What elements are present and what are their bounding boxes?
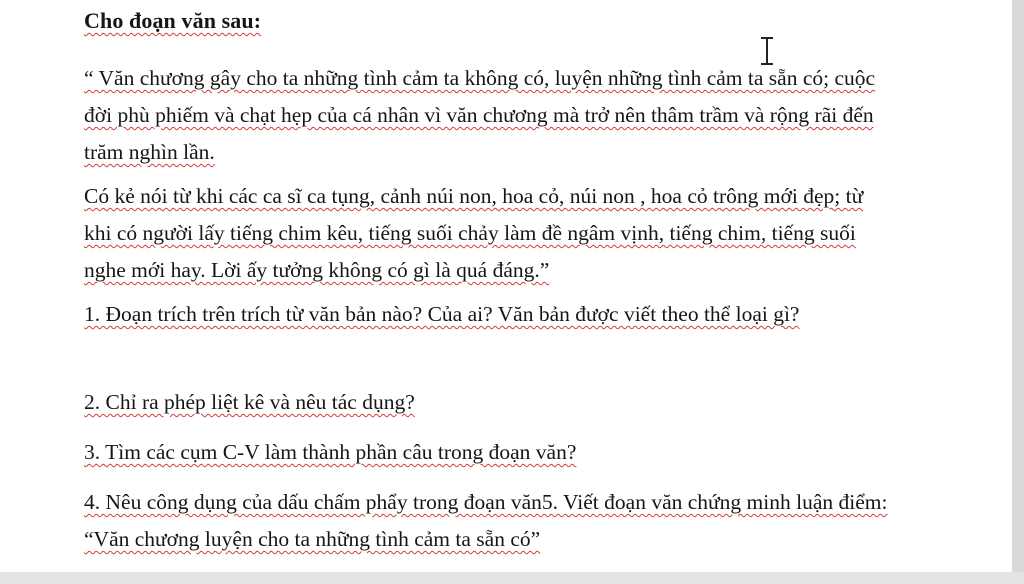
document-heading: Cho đoạn văn sau:	[84, 8, 262, 33]
question-3: 3. Tìm các cụm C-V làm thành phần câu trong đoạn văn?	[84, 440, 577, 464]
question-4: 4. Nêu công dụng của dấu chấm phẩy trong đoạn văn5. Viết đoạn văn chứng minh luận điểm: “Văn chương luyện cho ta những tình cảm ta sẵn có”	[84, 490, 888, 551]
text-cursor-ibeam-icon	[758, 36, 776, 66]
quote-paragraph-1: “ Văn chương gây cho ta những tình cảm ta không có, luyện những tình cảm ta sẵn có; cuộc đời phù phiếm và chạt hẹp của cá nhân vì văn chương mà trở nên thâm trầm và rộng rãi đến trăm nghìn lần.	[84, 66, 876, 164]
window-bottom-edge	[0, 572, 1024, 584]
question-1: 1. Đoạn trích trên trích từ văn bản nào? Của ai? Văn bản được viết theo thể loại gì?	[84, 302, 800, 326]
window-edge	[1012, 0, 1024, 584]
quote-paragraph-2: Có kẻ nói từ khi các ca sĩ ca tụng, cảnh núi non, hoa cỏ, núi non , hoa cỏ trông mới đẹp; từ khi có người lấy tiếng chim kêu, tiếng suối chảy làm đề ngâm vịnh, tiếng chim, tiếng suối nghe mới hay. Lời ấy tưởng không có gì là quá đáng.”	[84, 184, 864, 282]
question-2: 2. Chỉ ra phép liệt kê và nêu tác dụng?	[84, 390, 415, 414]
